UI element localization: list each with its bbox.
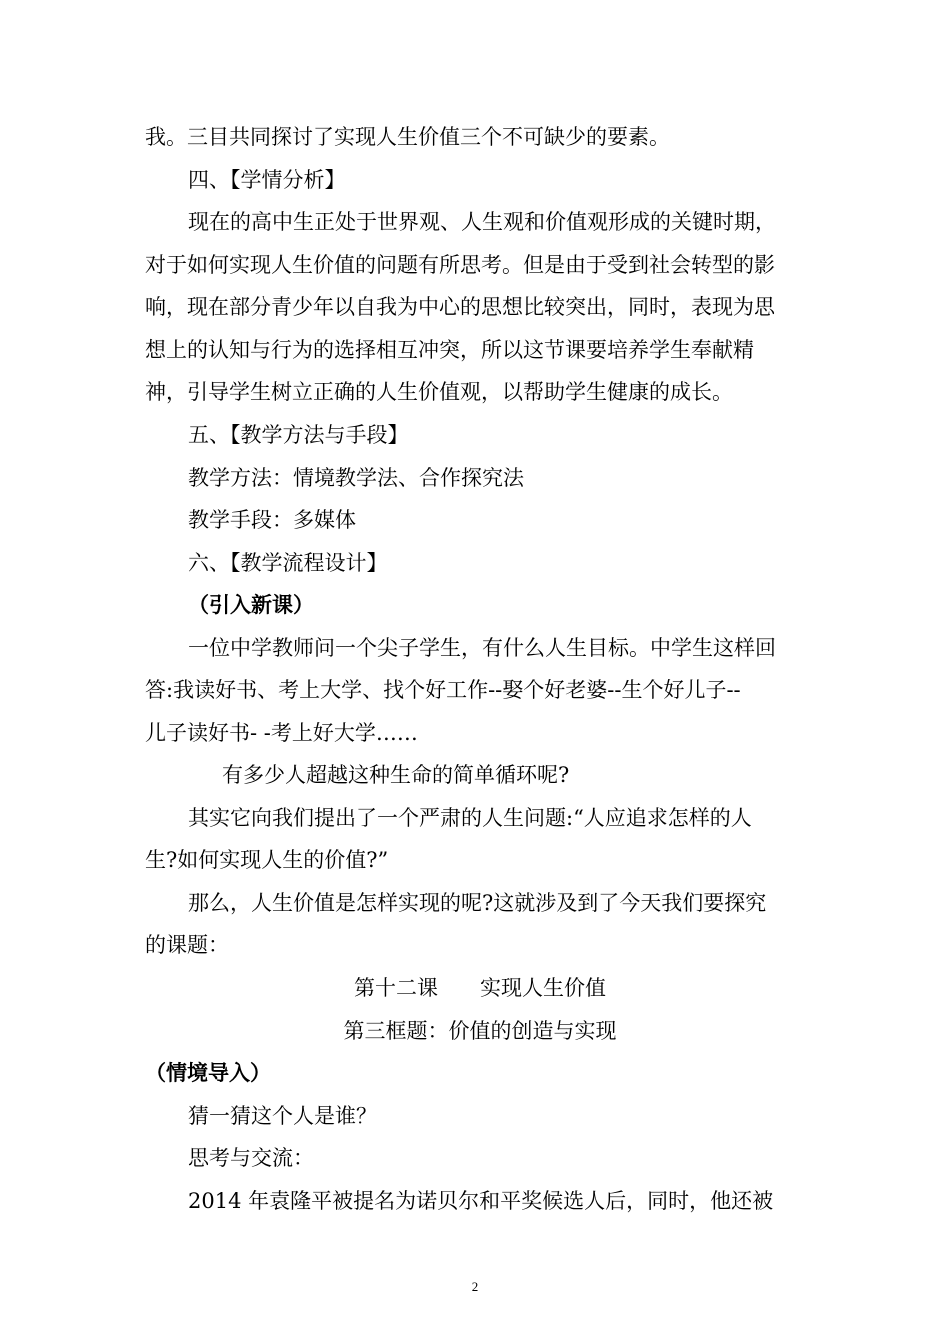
paragraph-line: 的课题： <box>145 933 229 957</box>
paragraph-line: 我。三目共同探讨了实现人生价值三个不可缺少的要素。 <box>145 125 670 149</box>
paragraph-line: 响，现在部分青少年以自我为中心的思想比较突出，同时，表现为思 <box>145 295 775 319</box>
subheading-scenario: （情境导入） <box>145 1061 271 1085</box>
paragraph-line: 猜一猜这个人是谁？ <box>188 1104 377 1128</box>
paragraph-line: 教学方法：情境教学法、合作探究法 <box>188 466 524 490</box>
section-heading-process: 六、【教学流程设计】 <box>188 551 388 575</box>
paragraph-line: 对于如何实现人生价值的问题有所思考。但是由于受到社会转型的影 <box>145 253 775 277</box>
paragraph-line: 现在的高中生正处于世界观、人生观和价值观形成的关键时期， <box>188 210 776 234</box>
paragraph-line: 思考与交流： <box>188 1146 314 1170</box>
section-heading-methods: 五、【教学方法与手段】 <box>188 423 409 447</box>
paragraph-line: 有多少人超越这种生命的简单循环呢? <box>222 763 570 787</box>
paragraph-line: 想上的认知与行为的选择相互冲突，所以这节课要培养学生奉献精 <box>145 338 754 362</box>
section-heading-learning-analysis: 四、【学情分析】 <box>188 168 346 192</box>
page-number: 2 <box>471 1279 479 1294</box>
subheading-introduction: （引入新课） <box>188 593 314 617</box>
paragraph-line: 生?如何实现人生的价值?” <box>145 848 389 872</box>
paragraph-line: 儿子读好书- -考上好大学…… <box>145 721 418 745</box>
lesson-title: 第十二课 实现人生价值 <box>354 976 606 1000</box>
paragraph-line: 一位中学教师问一个尖子学生，有什么人生目标。中学生这样回 <box>188 636 776 660</box>
paragraph-line: 2014 年袁隆平被提名为诺贝尔和平奖候选人后，同时，他还被 <box>188 1189 774 1213</box>
paragraph-line: 神，引导学生树立正确的人生价值观，以帮助学生健康的成长。 <box>145 380 733 404</box>
paragraph-line: 答:我读好书、考上大学、找个好工作--娶个好老婆--生个好儿子-- <box>145 678 741 702</box>
paragraph-line: 教学手段：多媒体 <box>188 508 356 532</box>
lesson-subtitle: 第三框题：价值的创造与实现 <box>343 1019 617 1043</box>
paragraph-line: 那么，人生价值是怎样实现的呢?这就涉及到了今天我们要探究 <box>188 891 767 915</box>
paragraph-line: 其实它向我们提出了一个严肃的人生问题:“人应追求怎样的人 <box>188 806 752 830</box>
